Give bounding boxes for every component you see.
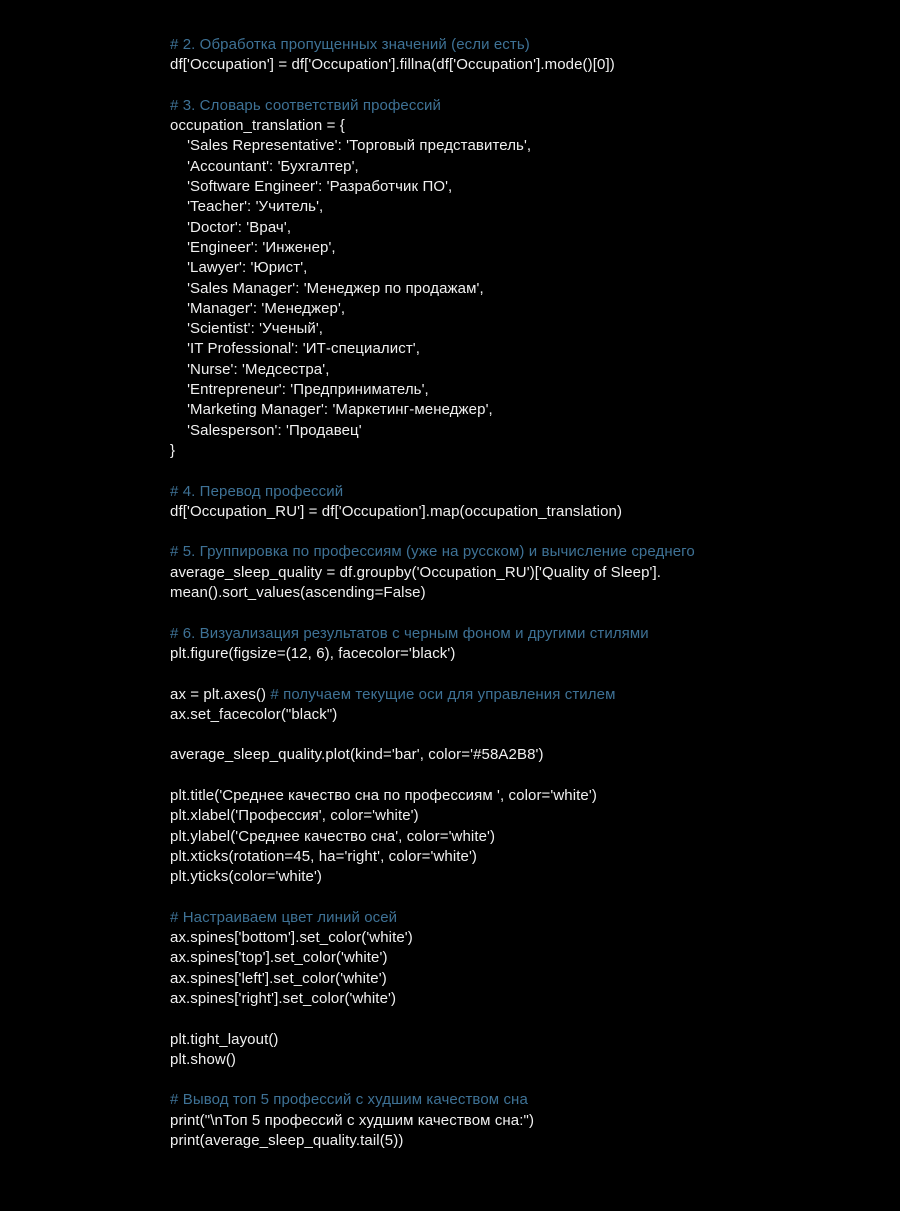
code-comment-line: # 4. Перевод профессий — [170, 482, 344, 500]
code-line: 'Accountant': 'Бухгалтер', — [170, 157, 359, 175]
code-line: print("\nТоп 5 профессий с худшим качеством сна:") — [170, 1111, 535, 1129]
blank-line — [170, 522, 880, 542]
code-line: 'Entrepreneur': 'Предприниматель', — [170, 381, 429, 399]
blank-line — [170, 1070, 880, 1090]
code-line: average_sleep_quality.plot(kind='bar', color='#58A2B8') — [170, 746, 544, 764]
code-line: 'Teacher': 'Учитель', — [170, 198, 324, 216]
blank-line — [170, 725, 880, 745]
code-line: average_sleep_quality = df.groupby('Occupation_RU')['Quality of Sleep']. — [170, 563, 662, 581]
code-line: ax.set_facecolor("black") — [170, 705, 338, 723]
code-line: } — [170, 441, 176, 459]
code-comment-line: # 2. Обработка пропущенных значений (если есть) — [170, 36, 530, 53]
code-line: plt.yticks(color='white') — [170, 868, 323, 886]
blank-line — [170, 461, 880, 481]
code-line: 'Doctor': 'Врач', — [170, 218, 292, 236]
code-line: 'Marketing Manager': 'Маркетинг-менеджер', — [170, 401, 493, 419]
code-line — [170, 685, 880, 705]
code-line: occupation_translation = { — [170, 117, 345, 135]
code-line: plt.tight_layout() — [170, 1030, 279, 1048]
code-text: ax = plt.axes() — [170, 685, 271, 703]
code-line: plt.figure(figsize=(12, 6), facecolor='black') — [170, 644, 456, 662]
code-line: plt.xlabel('Профессия', color='white') — [170, 807, 419, 825]
blank-line — [170, 603, 880, 623]
code-line: print(average_sleep_quality.tail(5)) — [170, 1132, 404, 1150]
inline-comment: # получаем текущие оси для управления стилем — [270, 685, 616, 703]
code-block — [170, 35, 880, 1151]
blank-line — [170, 76, 880, 96]
blank-line — [170, 664, 880, 684]
code-line: plt.ylabel('Среднее качество сна', color='white') — [170, 827, 496, 845]
code-line: ax.spines['left'].set_color('white') — [170, 969, 387, 987]
code-line: 'Manager': 'Менеджер', — [170, 299, 346, 317]
code-line: 'Engineer': 'Инженер', — [170, 238, 336, 256]
code-line: 'Lawyer': 'Юрист', — [170, 259, 308, 277]
blank-line — [170, 1009, 880, 1029]
blank-line — [170, 887, 880, 907]
code-comment-line: # 3. Словарь соответствий профессий — [170, 96, 442, 114]
code-line: 'Nurse': 'Медсестра', — [170, 360, 330, 378]
code-line: 'Scientist': 'Ученый', — [170, 320, 324, 338]
code-line: 'Salesperson': 'Продавец' — [170, 421, 362, 439]
code-comment-line: # 6. Визуализация результатов с черным фоном и другими стилями — [170, 624, 649, 642]
code-comment-line: # Вывод топ 5 профессий с худшим качеством сна — [170, 1091, 528, 1109]
code-line: mean().sort_values(ascending=False) — [170, 584, 426, 602]
code-comment-line: # 5. Группировка по профессиям (уже на русском) и вычисление среднего — [170, 543, 695, 561]
code-line: 'Sales Manager': 'Менеджер по продажам', — [170, 279, 484, 297]
code-line: ax.spines['bottom'].set_color('white') — [170, 929, 413, 947]
code-line: plt.title('Среднее качество сна по профессиям ', color='white') — [170, 786, 597, 804]
code-line: ax.spines['right'].set_color('white') — [170, 989, 397, 1007]
code-line: plt.xticks(rotation=45, ha='right', color='white') — [170, 847, 478, 865]
code-line: 'IT Professional': 'ИТ-специалист', — [170, 340, 421, 358]
code-line: plt.show() — [170, 1050, 237, 1068]
code-line: df['Occupation'] = df['Occupation'].fillna(df['Occupation'].mode()[0]) — [170, 56, 615, 74]
code-line: ax.spines['top'].set_color('white') — [170, 949, 388, 967]
code-line: 'Software Engineer': 'Разработчик ПО', — [170, 178, 453, 196]
code-comment-line: # Настраиваем цвет линий осей — [170, 908, 398, 926]
code-line: 'Sales Representative': 'Торговый представитель', — [170, 137, 532, 155]
blank-line — [170, 766, 880, 786]
code-line: df['Occupation_RU'] = df['Occupation'].map(occupation_translation) — [170, 502, 623, 520]
